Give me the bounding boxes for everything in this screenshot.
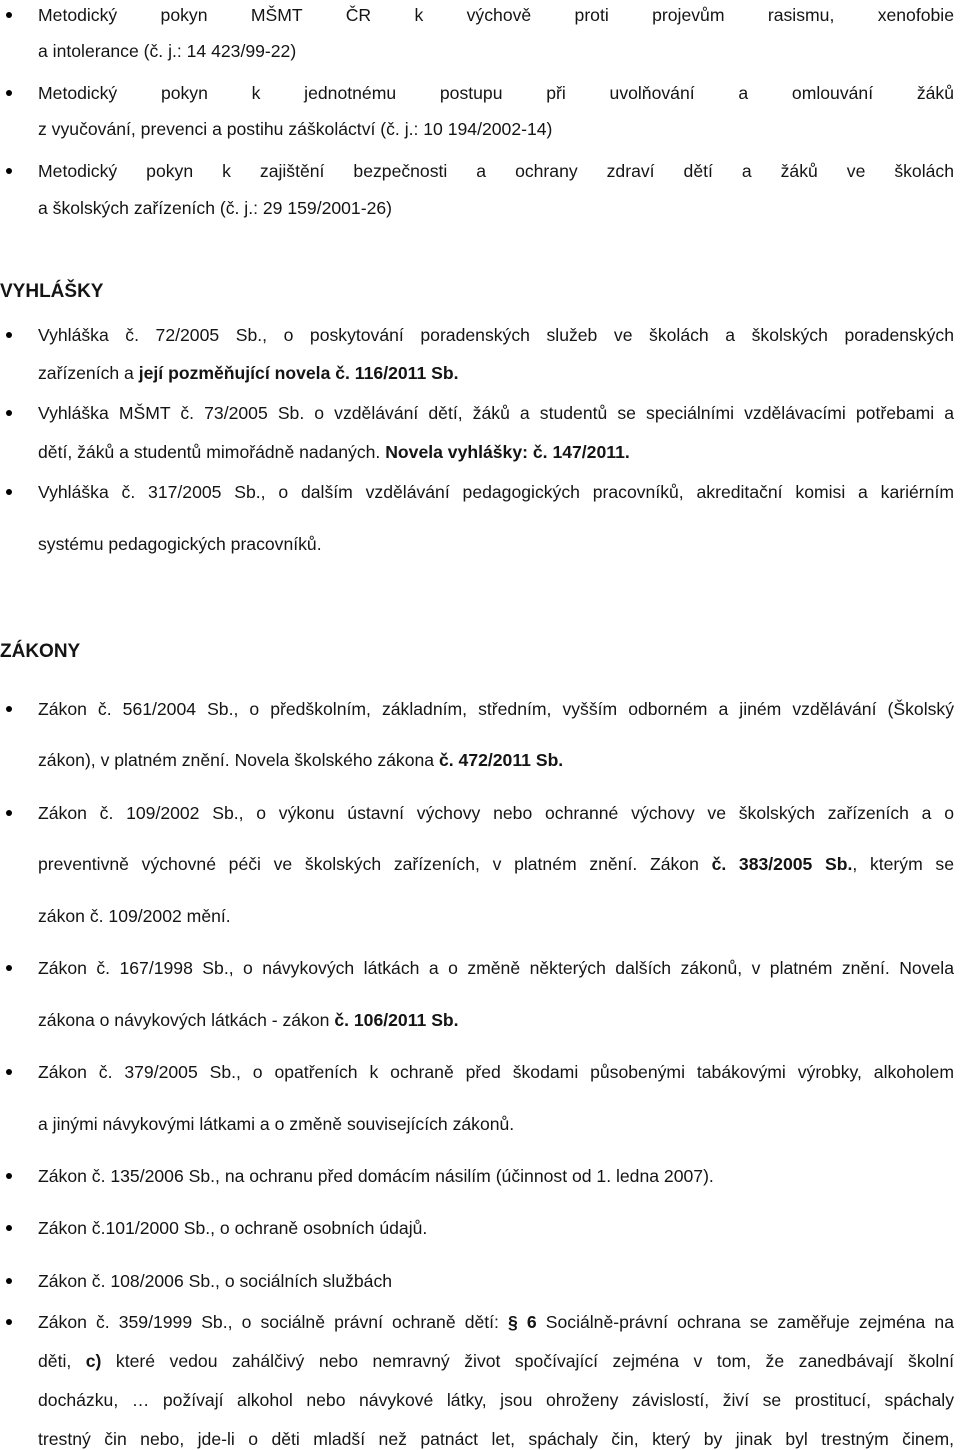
bold-text: č. 472/2011 Sb. [438,750,564,770]
text-segment: preventivně výchovné péči ve školských zařízeních, v platném znění. Zákon [38,854,712,874]
bold-text: její pozměňující novela č. 116/2011 Sb. [138,363,459,383]
text-line [38,1061,954,1083]
text-line [38,441,954,463]
bullet-icon [6,168,12,174]
text-segment: systému pedagogických pracovníků. [38,534,322,554]
text-segment: , kterým se [852,854,955,874]
bold-text: § 6 [508,1312,537,1332]
text-segment: zákon), v platném znění. Novela školského zákona [38,750,439,770]
text-segment: docházku, … požívají alkohol nebo návykové látky, jsou ohroženy závislostí, živí se prostitucí, spáchaly [38,1390,954,1410]
text-line [38,853,954,875]
text-segment: které vedou zahálčivý nebo nemravný život spočívající zejména v tom, že zanedbávají školní [101,1351,954,1371]
bold-text: Novela vyhlášky: č. 147/2011. [385,442,630,462]
text-segment: Metodický pokyn MŠMT ČR k výchově proti projevům rasismu, xenofobie [38,5,954,25]
bold-text: č. 106/2011 Sb. [334,1010,459,1030]
text-line [38,402,954,424]
bullet-icon [6,1319,12,1325]
bullet-icon [6,1225,12,1231]
text-line [38,1428,954,1450]
bullet-icon [6,489,12,495]
text-line [38,40,954,62]
bullet-icon [6,965,12,971]
text-segment: Zákon č. 167/1998 Sb., o návykových látkách a o změně některých dalších zákonů, v platném znění. Novela [38,958,954,978]
bullet-icon [6,1069,12,1075]
text-segment: z vyučování, prevenci a postihu záškoláctví (č. j.: 10 194/2002-14) [38,119,553,139]
text-segment: a intolerance (č. j.: 14 423/99-22) [38,41,297,61]
bullet-icon [6,1173,12,1179]
text-segment: Zákon č. 108/2006 Sb., o sociálních službách [38,1271,393,1291]
text-segment: zařízeních a [38,363,139,383]
text-segment: děti, [38,1351,86,1371]
text-segment: Zákon č. 109/2002 Sb., o výkonu ústavní výchovy nebo ochranné výchovy ve školských zařízeních a o [38,803,954,823]
text-segment: Metodický pokyn k zajištění bezpečnosti a ochrany zdraví dětí a žáků ve školách [38,161,954,181]
heading-zakony: ZÁKONY [0,641,81,662]
text-line [38,1009,954,1031]
text-segment: Zákon č. 359/1999 Sb., o sociálně právní ochraně dětí: [38,1312,509,1332]
text-line [38,957,954,979]
text-line [38,4,954,26]
bullet-icon [6,90,12,96]
text-segment: Vyhláška MŠMT č. 73/2005 Sb. o vzdělávání dětí, žáků a studentů se speciálními vzdělávacími potřebami a [38,403,954,423]
text-segment: Metodický pokyn k jednotnému postupu při uvolňování a omlouvání žáků [38,83,954,103]
text-segment: Sociálně-právní ochrana se zaměřuje zejména na [536,1312,954,1332]
bullet-icon [6,410,12,416]
text-line [38,324,954,346]
bullet-icon [6,810,12,816]
text-line [38,1217,954,1239]
text-segment: Zákon č.101/2000 Sb., o ochraně osobních údajů. [38,1218,428,1238]
text-line [38,802,954,824]
text-line [38,481,954,503]
text-segment: Zákon č. 135/2006 Sb., na ochranu před domácím násilím (účinnost od 1. ledna 2007). [38,1166,714,1186]
text-line [38,197,954,219]
text-line [38,160,954,182]
text-line [38,698,954,720]
text-segment: zákon č. 109/2002 mění. [38,906,231,926]
bullet-icon [6,12,12,18]
text-segment: a školských zařízeních (č. j.: 29 159/2001-26) [38,198,393,218]
text-line [38,118,954,140]
text-line [38,1350,954,1372]
bold-text: c) [85,1351,102,1371]
bullet-icon [6,706,12,712]
text-line [38,533,954,555]
text-segment: a jinými návykovými látkami a o změně souvisejících zákonů. [38,1114,515,1134]
text-segment: dětí, žáků a studentů mimořádně nadaných. [38,442,386,462]
text-line [38,1113,954,1135]
text-line [38,82,954,104]
text-line [38,1389,954,1411]
text-segment: Zákon č. 561/2004 Sb., o předškolním, základním, středním, vyšším odborném a jiném vzdělávání (Školský [38,699,954,719]
text-segment: Vyhláška č. 72/2005 Sb., o poskytování poradenských služeb ve školách a školských poradenských [38,325,954,345]
bullet-icon [6,332,12,338]
text-line [38,1165,954,1187]
text-segment: Vyhláška č. 317/2005 Sb., o dalším vzdělávání pedagogických pracovníků, akreditační komisi a kariérním [38,482,954,502]
text-line [38,1311,954,1333]
bullet-icon [6,1278,12,1284]
text-line [38,905,954,927]
text-line [38,1270,954,1292]
text-segment: zákona o návykových látkách - zákon [38,1010,335,1030]
heading-vyhlasky: VYHLÁŠKY [0,281,104,302]
text-line [38,362,954,384]
bold-text: č. 383/2005 Sb. [711,854,853,874]
text-line [38,749,954,771]
text-segment: Zákon č. 379/2005 Sb., o opatřeních k ochraně před škodami působenými tabákovými výrobky, alkoholem [38,1062,954,1082]
text-segment: trestný čin nebo, jde-li o děti mladší než patnáct let, spáchaly čin, který by jinak byl trestným činem, [38,1429,954,1449]
